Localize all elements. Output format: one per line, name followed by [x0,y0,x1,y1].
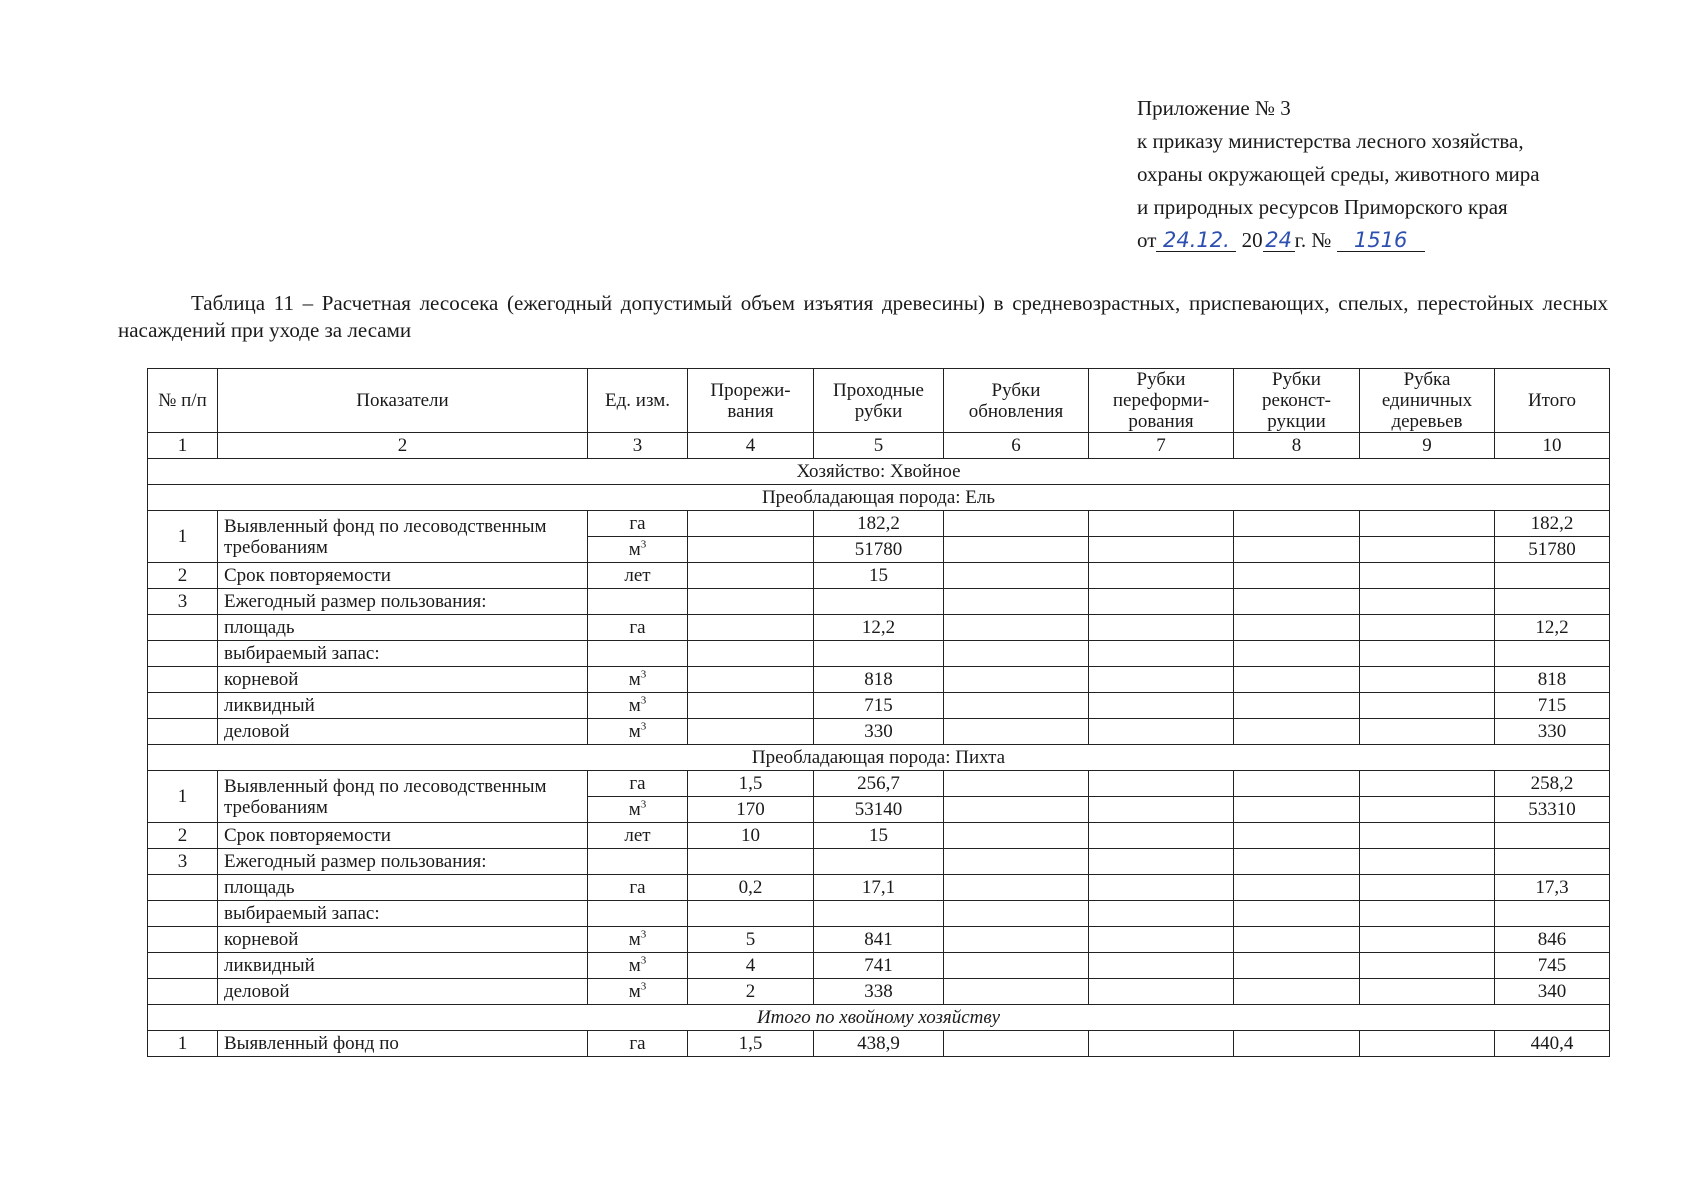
empty-cell [1234,875,1360,901]
empty-cell [1234,927,1360,953]
empty-cell [1234,537,1360,563]
empty-cell [944,667,1089,693]
empty-cell [944,875,1089,901]
total-value: 17,3 [1495,875,1610,901]
empty-cell [1234,667,1360,693]
thinning-value: 10 [688,823,814,849]
passage-value: 818 [814,667,944,693]
col-header-indicators: Показатели [218,369,588,433]
row-label: выбираемый запас: [218,641,588,667]
empty-cell [1089,1031,1234,1057]
cube-exponent: 3 [640,954,647,967]
empty-cell [1234,719,1360,745]
section-title: Хозяйство: Хвойное [148,459,1610,485]
total-value: 715 [1495,693,1610,719]
unit-text: м [628,799,641,820]
unit-cell [588,953,688,979]
table-row [148,589,1610,615]
row-label: площадь [218,615,588,641]
empty-cell [944,693,1089,719]
row-label: Выявленный фонд по лесоводственным требованиям [218,771,588,823]
empty-cell [1360,771,1495,797]
table-row [148,1031,1610,1057]
empty-cell [1360,719,1495,745]
row-number: 1 [148,1031,218,1057]
empty-cell [688,849,814,875]
empty-cell [688,901,814,927]
thinning-value: 5 [688,927,814,953]
total-value: 846 [1495,927,1610,953]
col-header-reformation: Рубки переформи-рования [1089,369,1234,433]
row-number [148,719,218,745]
passage-value: 841 [814,927,944,953]
empty-cell [944,1031,1089,1057]
empty-cell [944,615,1089,641]
empty-cell [814,849,944,875]
col-header-passage: Проходные рубки [814,369,944,433]
table-row [148,901,1610,927]
unit-cell: га [588,771,688,797]
empty-cell [1089,563,1234,589]
column-number: 2 [218,433,588,459]
subsection-title: Преобладающая порода: Ель [148,485,1610,511]
total-value: 440,4 [1495,1031,1610,1057]
passage-value: 53140 [814,797,944,823]
empty-cell [1234,563,1360,589]
empty-cell [944,927,1089,953]
row-label: ликвидный [218,693,588,719]
passage-value: 15 [814,563,944,589]
total-value: 51780 [1495,537,1610,563]
table-row [148,771,1610,797]
total-value [1495,563,1610,589]
empty-cell [1089,771,1234,797]
thinning-value [688,615,814,641]
empty-cell [944,719,1089,745]
row-label: Выявленный фонд по [218,1031,588,1057]
unit-cell: лет [588,823,688,849]
appendix-title: Приложение № 3 [1137,96,1291,120]
empty-cell [588,589,688,615]
empty-cell [1234,641,1360,667]
empty-cell [814,589,944,615]
empty-cell [1360,563,1495,589]
column-number: 1 [148,433,218,459]
header-row [148,369,1610,433]
col-header-total: Итого [1495,369,1610,433]
row-number [148,901,218,927]
row-number: 2 [148,563,218,589]
cube-exponent: 3 [640,980,647,993]
date-prefix: от [1137,228,1157,252]
row-number: 3 [148,849,218,875]
row-label: деловой [218,719,588,745]
empty-cell [814,641,944,667]
col-header-reconstruction: Рубки реконст-рукции [1234,369,1360,433]
total-value: 182,2 [1495,511,1610,537]
total-value: 12,2 [1495,615,1610,641]
empty-cell [1089,511,1234,537]
empty-cell [1089,927,1234,953]
table-row [148,927,1610,953]
empty-cell [1089,953,1234,979]
thinning-value [688,719,814,745]
total-value: 258,2 [1495,771,1610,797]
empty-cell [944,901,1089,927]
unit-cell: га [588,1031,688,1057]
empty-cell [1360,1031,1495,1057]
row-number [148,667,218,693]
appendix-header [1137,92,1657,257]
unit-cell [588,719,688,745]
unit-cell [588,927,688,953]
table-caption: Таблица 11 – Расчетная лесосека (ежегодный допустимый объем изъятия древесины) в средневозрастных, приспевающих, спелых, перестойных лесных насаждений при уходе за лесами [118,291,1608,342]
column-number: 8 [1234,433,1360,459]
table-row [148,641,1610,667]
empty-cell [1234,615,1360,641]
empty-cell [1234,1031,1360,1057]
col-header-thinning: Прорежи-вания [688,369,814,433]
empty-cell [1234,979,1360,1005]
empty-cell [1089,615,1234,641]
empty-cell [944,589,1089,615]
empty-cell [1234,823,1360,849]
row-label: Срок повторяемости [218,563,588,589]
column-number: 5 [814,433,944,459]
cube-exponent: 3 [640,668,647,681]
subsection-title: Преобладающая порода: Пихта [148,745,1610,771]
summary-title: Итого по хвойному хозяйству [148,1005,1610,1031]
empty-cell [944,849,1089,875]
empty-cell [1360,901,1495,927]
column-number-row [148,433,1610,459]
empty-cell [1234,589,1360,615]
unit-text: м [628,929,641,950]
empty-cell [1360,537,1495,563]
summary-title-row [148,1005,1610,1031]
unit-cell: га [588,875,688,901]
empty-cell [944,641,1089,667]
unit-cell [588,693,688,719]
empty-cell [1234,901,1360,927]
empty-cell [944,823,1089,849]
empty-cell [1089,979,1234,1005]
col-header-renewal: Рубки обновления [944,369,1089,433]
row-label: Срок повторяемости [218,823,588,849]
passage-value: 12,2 [814,615,944,641]
empty-cell [1089,901,1234,927]
total-value: 745 [1495,953,1610,979]
thinning-value: 2 [688,979,814,1005]
empty-cell [588,641,688,667]
row-number [148,953,218,979]
empty-cell [688,641,814,667]
table-row [148,979,1610,1005]
unit-cell [588,979,688,1005]
row-number: 2 [148,823,218,849]
row-number [148,693,218,719]
empty-cell [944,563,1089,589]
row-number [148,979,218,1005]
col-header-unit: Ед. изм. [588,369,688,433]
subsection-row [148,745,1610,771]
handwritten-date: 24.12. [1156,229,1236,252]
empty-cell [1234,953,1360,979]
total-value: 818 [1495,667,1610,693]
empty-cell [944,537,1089,563]
thinning-value [688,667,814,693]
empty-cell [1089,693,1234,719]
empty-cell [944,511,1089,537]
empty-cell [1089,797,1234,823]
empty-cell [1495,901,1610,927]
passage-value: 715 [814,693,944,719]
unit-cell [588,667,688,693]
empty-cell [1495,589,1610,615]
empty-cell [1360,511,1495,537]
empty-cell [1360,641,1495,667]
appendix-date-line [1137,224,1657,257]
appendix-line: к приказу министерства лесного хозяйства, [1137,129,1524,153]
empty-cell [1234,849,1360,875]
date-year-prefix: 20 [1241,228,1263,252]
empty-cell [1089,641,1234,667]
total-value: 340 [1495,979,1610,1005]
empty-cell [1089,589,1234,615]
thinning-value [688,693,814,719]
unit-cell: га [588,511,688,537]
appendix-line: и природных ресурсов Приморского края [1137,195,1508,219]
row-number [148,875,218,901]
empty-cell [588,849,688,875]
unit-text: м [628,721,641,742]
table-row [148,693,1610,719]
table-row [148,849,1610,875]
row-label: ликвидный [218,953,588,979]
row-label: площадь [218,875,588,901]
table-row [148,667,1610,693]
cube-exponent: 3 [640,538,647,551]
table-row [148,875,1610,901]
row-number [148,641,218,667]
column-number: 6 [944,433,1089,459]
empty-cell [688,589,814,615]
section-row [148,459,1610,485]
date-suffix: г. № [1294,228,1332,252]
col-header-num: № п/п [148,369,218,433]
column-number: 3 [588,433,688,459]
passage-value: 51780 [814,537,944,563]
subsection-row [148,485,1610,511]
unit-text: м [628,669,641,690]
total-value: 53310 [1495,797,1610,823]
empty-cell [1089,875,1234,901]
unit-cell [588,537,688,563]
row-label: корневой [218,667,588,693]
empty-cell [1089,719,1234,745]
thinning-value: 0,2 [688,875,814,901]
unit-cell: га [588,615,688,641]
thinning-value: 170 [688,797,814,823]
row-label: корневой [218,927,588,953]
table-row [148,615,1610,641]
cube-exponent: 3 [640,798,647,811]
empty-cell [1495,641,1610,667]
total-value: 330 [1495,719,1610,745]
allowable-cut-table [147,368,1610,1057]
empty-cell [1360,589,1495,615]
column-number: 9 [1360,433,1495,459]
empty-cell [1360,849,1495,875]
cube-exponent: 3 [640,928,647,941]
cube-exponent: 3 [640,694,647,707]
empty-cell [1360,667,1495,693]
empty-cell [588,901,688,927]
empty-cell [944,771,1089,797]
empty-cell [1089,537,1234,563]
row-number [148,927,218,953]
handwritten-order-number: 1516 [1337,229,1425,252]
empty-cell [1495,849,1610,875]
empty-cell [1360,953,1495,979]
unit-text: м [628,981,641,1002]
table-row [148,823,1610,849]
passage-value: 338 [814,979,944,1005]
thinning-value: 4 [688,953,814,979]
unit-cell: лет [588,563,688,589]
thinning-value [688,537,814,563]
row-label: Ежегодный размер пользования: [218,849,588,875]
empty-cell [944,953,1089,979]
passage-value: 182,2 [814,511,944,537]
row-label: Ежегодный размер пользования: [218,589,588,615]
passage-value: 15 [814,823,944,849]
empty-cell [814,901,944,927]
unit-cell [588,797,688,823]
passage-value: 438,9 [814,1031,944,1057]
appendix-line: охраны окружающей среды, животного мира [1137,162,1540,186]
empty-cell [1234,771,1360,797]
column-number: 7 [1089,433,1234,459]
passage-value: 741 [814,953,944,979]
empty-cell [1360,615,1495,641]
empty-cell [1360,979,1495,1005]
thinning-value: 1,5 [688,771,814,797]
empty-cell [1360,875,1495,901]
thinning-value [688,511,814,537]
col-header-single-trees: Рубка единичных деревьев [1360,369,1495,433]
empty-cell [1089,849,1234,875]
cube-exponent: 3 [640,720,647,733]
table-row [148,563,1610,589]
row-number: 3 [148,589,218,615]
row-label: выбираемый запас: [218,901,588,927]
column-number: 4 [688,433,814,459]
unit-text: м [628,539,641,560]
total-value [1495,823,1610,849]
unit-text: м [628,955,641,976]
empty-cell [1234,797,1360,823]
empty-cell [1360,927,1495,953]
table-row [148,953,1610,979]
table-row [148,511,1610,537]
empty-cell [1089,667,1234,693]
row-label: деловой [218,979,588,1005]
passage-value: 17,1 [814,875,944,901]
passage-value: 256,7 [814,771,944,797]
table-row [148,719,1610,745]
empty-cell [1360,823,1495,849]
empty-cell [1089,823,1234,849]
row-label: Выявленный фонд по лесоводственным требованиям [218,511,588,563]
empty-cell [944,797,1089,823]
thinning-value: 1,5 [688,1031,814,1057]
handwritten-year: 24 [1263,229,1295,252]
row-number [148,615,218,641]
thinning-value [688,563,814,589]
empty-cell [944,979,1089,1005]
empty-cell [1234,511,1360,537]
empty-cell [1360,693,1495,719]
row-number: 1 [148,511,218,563]
empty-cell [1234,693,1360,719]
row-number: 1 [148,771,218,823]
column-number: 10 [1495,433,1610,459]
passage-value: 330 [814,719,944,745]
unit-text: м [628,695,641,716]
empty-cell [1360,797,1495,823]
